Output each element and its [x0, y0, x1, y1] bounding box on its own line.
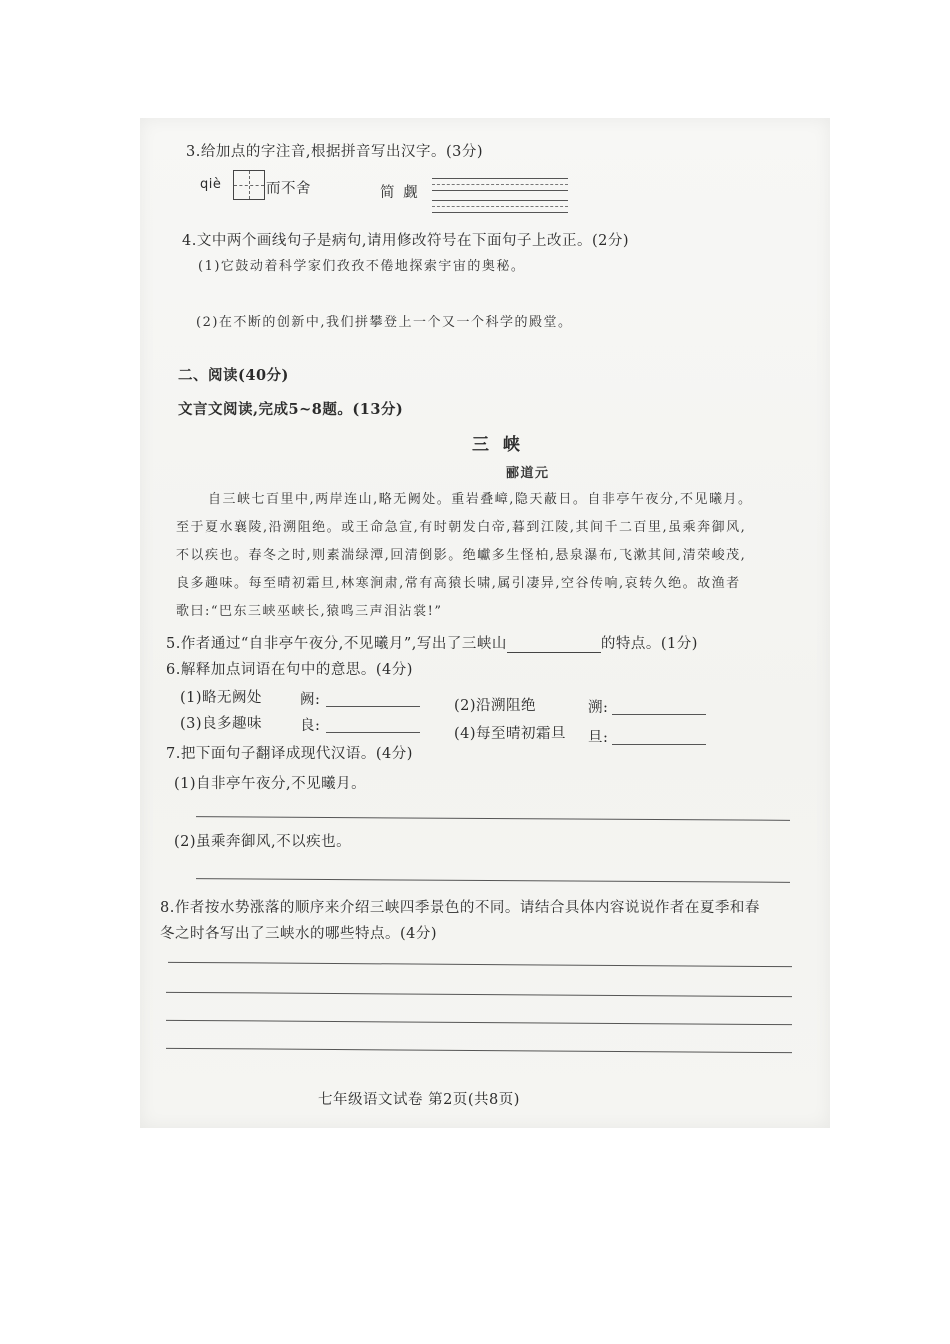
q4-prompt: 4.文中两个画线句子是病句,请用修改符号在下面句子上改正。(2分) — [182, 233, 629, 249]
q7-sentence-2: (2)虽乘奔御风,不以疾也。 — [174, 834, 352, 850]
q7-prompt: 7.把下面句子翻译成现代汉语。(4分) — [166, 746, 413, 762]
q3-pinyin: qiè — [200, 177, 222, 192]
q6-item-4-phrase: (4)每至晴初霜旦 — [454, 726, 567, 742]
section-heading: 二、阅读(40分) — [178, 367, 289, 384]
q4-sentence-1: (1)它鼓动着科学家们孜孜不倦地探索宇宙的奥秘。 — [198, 259, 526, 274]
character-writing-box[interactable] — [233, 170, 265, 200]
q4-sentence-2: (2)在不断的创新中,我们拼攀登上一个又一个科学的殿堂。 — [196, 315, 573, 330]
q7-sentence-1: (1)自非亭午夜分,不见曦月。 — [174, 776, 367, 792]
q5-text-before: 5.作者通过“自非亭午夜分,不见曦月”,写出了三峡山 — [166, 636, 507, 652]
passage-author: 郦道元 — [506, 466, 550, 481]
q6-item-2-key: 溯: — [588, 700, 609, 716]
q6-item-3-blank[interactable] — [326, 732, 420, 733]
q6-item-1-phrase: (1)略无阙处 — [180, 690, 263, 706]
pinyin-answer-lines[interactable] — [432, 178, 568, 214]
page-footer: 七年级语文试卷 第2页(共8页) — [318, 1092, 520, 1108]
q3-phrase: 而不舍 — [266, 181, 311, 197]
q5-text-after: 的特点。(1分) — [600, 636, 698, 652]
q5-prompt — [166, 632, 698, 653]
q3-prompt: 3.给加点的字注音,根据拼音写出汉字。(3分) — [186, 144, 483, 160]
q5-answer-blank[interactable] — [507, 638, 601, 653]
q6-item-1-blank[interactable] — [326, 706, 420, 707]
q6-prompt: 6.解释加点词语在句中的意思。(4分) — [166, 662, 413, 678]
q6-item-3-key: 良: — [300, 718, 321, 734]
passage-line: 至于夏水襄陵,沿溯阻绝。或王命急宣,有时朝发白帝,暮到江陵,其间千二百里,虽乘奔御风, — [176, 520, 747, 535]
q6-item-2-blank[interactable] — [612, 714, 706, 715]
q3-words: 简 觑 — [380, 185, 420, 201]
q8-prompt-line-1: 8.作者按水势涨落的顺序来介绍三峡四季景色的不同。请结合具体内容说说作者在夏季和春 — [160, 900, 760, 916]
q6-item-4-key: 旦: — [588, 730, 609, 746]
passage-title: 三 峡 — [472, 435, 524, 455]
passage-line: 不以疾也。春冬之时,则素湍绿潭,回清倒影。绝巘多生怪柏,悬泉瀑布,飞漱其间,清荣峻茂, — [176, 548, 747, 563]
q6-item-1-key: 阙: — [300, 692, 321, 708]
passage-line: 良多趣味。每至晴初霜旦,林寒涧肃,常有高猿长啸,属引凄异,空谷传响,哀转久绝。故渔者 — [176, 576, 741, 591]
section-subheading: 文言文阅读,完成5~8题。(13分) — [178, 401, 404, 418]
passage-line: 自三峡七百里中,两岸连山,略无阙处。重岩叠嶂,隐天蔽日。自非亭午夜分,不见曦月。 — [208, 492, 753, 507]
q6-item-4-blank[interactable] — [612, 744, 706, 745]
passage-line: 歌曰:“巴东三峡巫峡长,猿鸣三声泪沾裳!” — [176, 604, 443, 619]
q6-item-2-phrase: (2)沿溯阻绝 — [454, 698, 537, 714]
q8-prompt-line-2: 冬之时各写出了三峡水的哪些特点。(4分) — [160, 926, 438, 942]
q6-item-3-phrase: (3)良多趣味 — [180, 716, 263, 732]
